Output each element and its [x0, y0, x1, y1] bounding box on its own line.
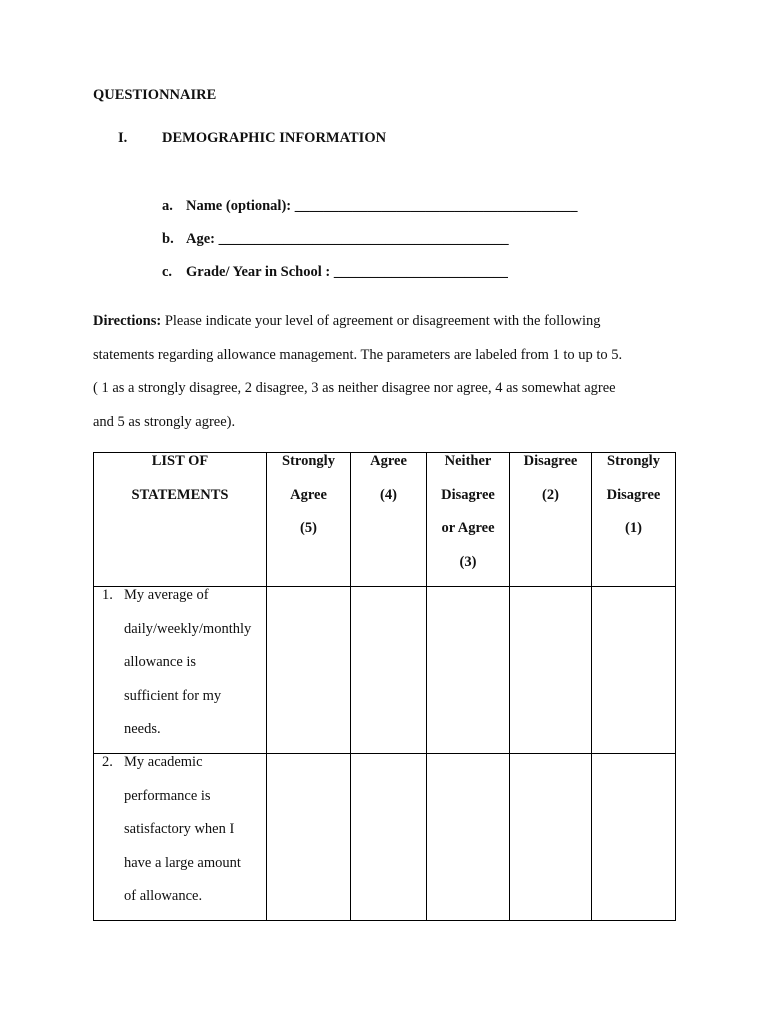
field-letter: c. — [162, 264, 173, 280]
section-title: DEMOGRAPHIC INFORMATION — [162, 130, 387, 146]
header-text: Neither — [444, 453, 492, 469]
statement-text: needs. — [124, 721, 161, 737]
table-row — [94, 754, 676, 921]
statement-text: allowance is — [124, 654, 197, 670]
name-field[interactable] — [162, 198, 578, 215]
rating-cell-agree[interactable] — [351, 754, 427, 921]
grade-field-label: Grade/ Year in School : ________________________ — [186, 264, 508, 280]
header-text: (3) — [459, 553, 477, 570]
directions-text-1: Please indicate your level of agreement or disagreement with the following — [161, 313, 601, 329]
directions-paragraph — [93, 305, 678, 439]
rating-cell-strongly-agree[interactable] — [267, 754, 351, 921]
header-text: (4) — [380, 486, 397, 503]
rating-cell-strongly-disagree[interactable] — [592, 587, 676, 754]
field-letter: a. — [162, 198, 173, 214]
header-text: LIST OF — [151, 453, 209, 469]
statement-cell — [94, 587, 267, 754]
header-text: Agree — [290, 486, 327, 503]
header-row — [94, 453, 676, 587]
rating-cell-agree[interactable] — [351, 587, 427, 754]
section-heading — [118, 130, 386, 147]
statement-text: satisfactory when I — [124, 821, 235, 837]
statement-text: sufficient for my — [124, 687, 222, 704]
header-statements — [94, 453, 267, 587]
statement-text: have a large amount — [124, 854, 241, 871]
header-text: (5) — [300, 520, 317, 536]
rating-cell-strongly-agree[interactable] — [267, 587, 351, 754]
table-row — [94, 587, 676, 754]
name-field-label: Name (optional): _______________________________________ — [186, 198, 578, 214]
statement-cell — [94, 754, 267, 921]
statement-text: My academic — [124, 754, 203, 770]
field-letter: b. — [162, 231, 174, 247]
header-text: Agree — [370, 453, 407, 469]
age-field[interactable] — [162, 231, 509, 248]
header-text: Disagree — [523, 453, 578, 469]
header-text: Strongly — [282, 453, 335, 469]
header-neither — [427, 453, 510, 587]
age-field-label: Age: ________________________________________ — [186, 231, 509, 247]
header-text: Disagree — [441, 486, 495, 503]
directions-line-3: ( 1 as a strongly disagree, 2 disagree, 3 as neither disagree nor agree, 4 as somewhat agree — [93, 380, 616, 396]
directions-line-1 — [93, 305, 678, 339]
statement-text: of allowance. — [124, 888, 203, 904]
header-text: or Agree — [441, 520, 495, 536]
doc-title: QUESTIONNAIRE — [93, 87, 217, 103]
statement-number: 1. — [102, 587, 113, 603]
header-disagree — [510, 453, 592, 587]
survey-table — [93, 452, 676, 921]
directions-line-2: statements regarding allowance management. The parameters are labeled from 1 to up to 5. — [93, 346, 623, 363]
header-text: Disagree — [606, 486, 661, 503]
rating-cell-neither[interactable] — [427, 587, 510, 754]
statement-text: My average of — [124, 587, 209, 603]
rating-cell-neither[interactable] — [427, 754, 510, 921]
directions-line-4: and 5 as strongly agree). — [93, 413, 236, 430]
statement-text: performance is — [124, 787, 211, 804]
header-text: (2) — [542, 486, 559, 503]
header-text: Strongly — [607, 453, 660, 469]
header-strongly-agree — [267, 453, 351, 587]
directions-lead: Directions: — [93, 313, 162, 329]
rating-cell-strongly-disagree[interactable] — [592, 754, 676, 921]
header-text: STATEMENTS — [131, 486, 229, 503]
rating-cell-disagree[interactable] — [510, 587, 592, 754]
statement-text: daily/weekly/monthly — [124, 620, 252, 637]
section-numeral: I. — [118, 130, 128, 146]
header-strongly-disagree — [592, 453, 676, 587]
statement-number: 2. — [102, 754, 113, 770]
header-agree — [351, 453, 427, 587]
header-text: (1) — [625, 520, 642, 536]
grade-field[interactable] — [162, 264, 508, 281]
rating-cell-disagree[interactable] — [510, 754, 592, 921]
